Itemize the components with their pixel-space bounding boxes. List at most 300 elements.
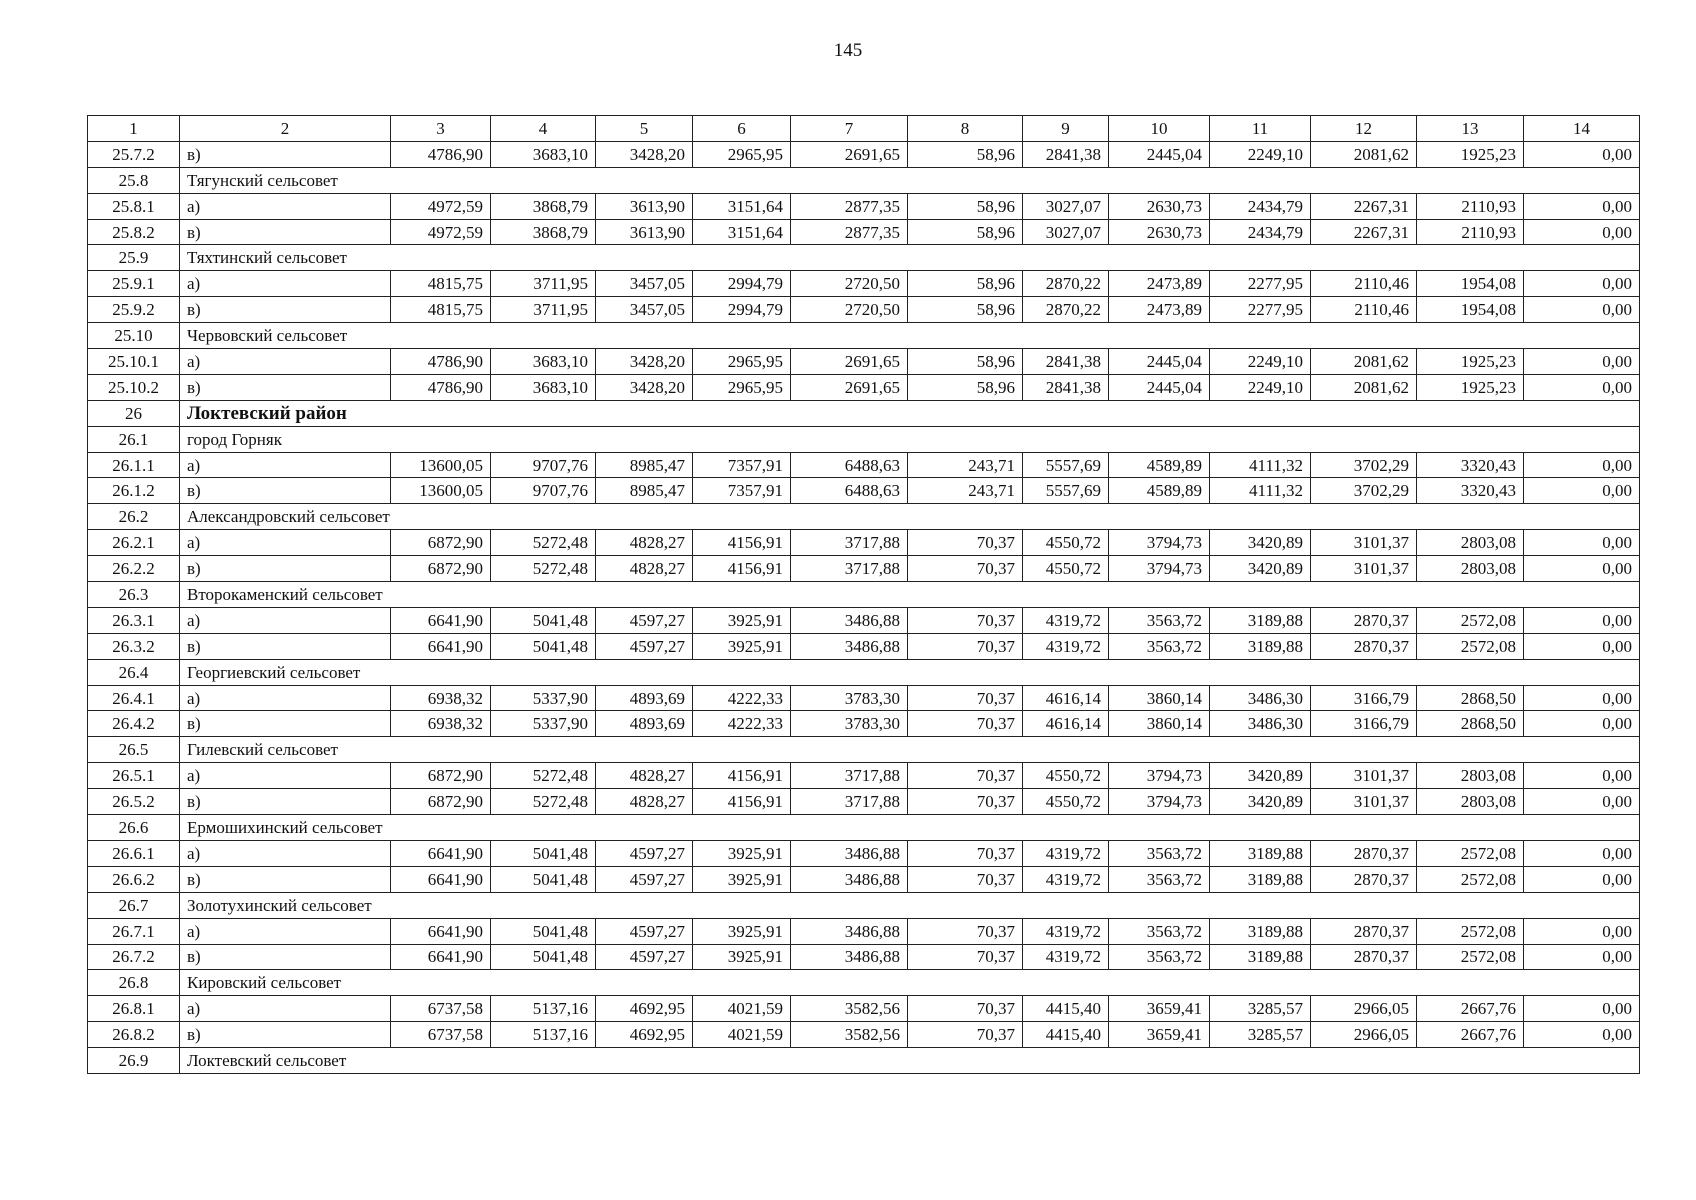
cell-value: 2994,79 [693,297,791,323]
row-code: 26.5 [88,737,180,763]
cell-value: 3563,72 [1109,944,1210,970]
table-row [88,141,1640,167]
cell-value: 0,00 [1524,866,1640,892]
cell-value: 3189,88 [1210,918,1311,944]
row-code: 26.8.2 [88,1022,180,1048]
table-row [88,789,1640,815]
cell-value: 3711,95 [491,297,596,323]
cell-value: 2630,73 [1109,219,1210,245]
row-code: 25.10 [88,323,180,349]
section-row [88,659,1640,685]
cell-value: 4589,89 [1109,452,1210,478]
row-code: 25.8.2 [88,219,180,245]
cell-value: 3420,89 [1210,789,1311,815]
cell-value: 0,00 [1524,1022,1640,1048]
cell-value: 5272,48 [491,763,596,789]
table-row [88,452,1640,478]
cell-value: 3925,91 [693,607,791,633]
cell-value: 4550,72 [1023,530,1109,556]
table-row [88,685,1640,711]
table-row [88,219,1640,245]
cell-value: 5272,48 [491,556,596,582]
column-header: 13 [1417,116,1524,142]
row-code: 25.10.2 [88,374,180,400]
table-row [88,271,1640,297]
cell-value: 5137,16 [491,996,596,1022]
cell-value: 2691,65 [791,349,908,375]
row-code: 26.2.2 [88,556,180,582]
cell-value: 58,96 [908,349,1023,375]
cell-value: 2965,95 [693,141,791,167]
cell-value: 3420,89 [1210,530,1311,556]
cell-value: 4972,59 [391,219,491,245]
section-row [88,970,1640,996]
cell-value: 2473,89 [1109,271,1210,297]
cell-value: 2870,22 [1023,297,1109,323]
cell-value: 2841,38 [1023,141,1109,167]
cell-value: 2870,22 [1023,271,1109,297]
cell-value: 3420,89 [1210,556,1311,582]
column-header: 1 [88,116,180,142]
cell-value: 3563,72 [1109,866,1210,892]
cell-value: 3794,73 [1109,556,1210,582]
cell-value: 2691,65 [791,141,908,167]
cell-value: 2445,04 [1109,141,1210,167]
cell-value: 3563,72 [1109,607,1210,633]
cell-value: 4893,69 [596,711,693,737]
row-label: в) [180,219,391,245]
cell-value: 4156,91 [693,763,791,789]
row-code: 26.8 [88,970,180,996]
row-code: 26.1.1 [88,452,180,478]
cell-value: 2870,37 [1311,607,1417,633]
cell-value: 2720,50 [791,271,908,297]
cell-value: 1925,23 [1417,374,1524,400]
cell-value: 2572,08 [1417,866,1524,892]
tariff-table [87,115,1640,1074]
cell-value: 4415,40 [1023,996,1109,1022]
cell-value: 6641,90 [391,840,491,866]
cell-value: 58,96 [908,374,1023,400]
row-code: 26 [88,400,180,426]
cell-value: 6737,58 [391,996,491,1022]
row-label: в) [180,141,391,167]
cell-value: 3428,20 [596,141,693,167]
cell-value: 2803,08 [1417,789,1524,815]
cell-value: 4415,40 [1023,1022,1109,1048]
cell-value: 2994,79 [693,271,791,297]
cell-value: 5041,48 [491,866,596,892]
cell-value: 2870,37 [1311,866,1417,892]
cell-value: 4156,91 [693,556,791,582]
cell-value: 70,37 [908,530,1023,556]
cell-value: 4828,27 [596,556,693,582]
cell-value: 3702,29 [1311,452,1417,478]
cell-value: 4893,69 [596,685,693,711]
cell-value: 4319,72 [1023,944,1109,970]
section-row [88,815,1640,841]
row-label: в) [180,556,391,582]
cell-value: 3320,43 [1417,478,1524,504]
column-header: 14 [1524,116,1640,142]
cell-value: 70,37 [908,840,1023,866]
row-code: 26.3.1 [88,607,180,633]
cell-value: 4589,89 [1109,478,1210,504]
row-code: 26.2 [88,504,180,530]
cell-value: 3027,07 [1023,219,1109,245]
row-label: а) [180,996,391,1022]
page-number: 145 [833,40,863,61]
cell-value: 4111,32 [1210,478,1311,504]
cell-value: 70,37 [908,556,1023,582]
cell-value: 6641,90 [391,866,491,892]
cell-value: 2572,08 [1417,607,1524,633]
cell-value: 0,00 [1524,685,1640,711]
cell-value: 0,00 [1524,193,1640,219]
cell-value: 2966,05 [1311,996,1417,1022]
cell-value: 6641,90 [391,633,491,659]
cell-value: 4222,33 [693,685,791,711]
cell-value: 2803,08 [1417,763,1524,789]
row-code: 25.10.1 [88,349,180,375]
cell-value: 13600,05 [391,478,491,504]
row-label: в) [180,478,391,504]
row-code: 26.7.2 [88,944,180,970]
cell-value: 2803,08 [1417,556,1524,582]
cell-value: 0,00 [1524,633,1640,659]
cell-value: 2081,62 [1311,141,1417,167]
row-label: а) [180,607,391,633]
row-label: в) [180,297,391,323]
cell-value: 4597,27 [596,607,693,633]
cell-value: 4319,72 [1023,918,1109,944]
row-code: 25.8.1 [88,193,180,219]
cell-value: 2720,50 [791,297,908,323]
row-label: а) [180,530,391,556]
cell-value: 3783,30 [791,685,908,711]
column-header: 6 [693,116,791,142]
cell-value: 4616,14 [1023,685,1109,711]
row-label: а) [180,271,391,297]
cell-value: 2110,93 [1417,219,1524,245]
row-code: 26.2.1 [88,530,180,556]
cell-value: 70,37 [908,866,1023,892]
cell-value: 4319,72 [1023,607,1109,633]
cell-value: 5041,48 [491,607,596,633]
district-title: Локтевский район [180,400,1640,426]
section-row [88,504,1640,530]
cell-value: 70,37 [908,711,1023,737]
cell-value: 2870,37 [1311,918,1417,944]
cell-value: 3486,88 [791,944,908,970]
cell-value: 1954,08 [1417,297,1524,323]
table-row [88,349,1640,375]
table-row [88,1022,1640,1048]
section-row [88,323,1640,349]
header-row [88,116,1640,142]
cell-value: 1954,08 [1417,271,1524,297]
table-row [88,193,1640,219]
cell-value: 2877,35 [791,193,908,219]
cell-value: 6872,90 [391,789,491,815]
cell-value: 243,71 [908,478,1023,504]
cell-value: 4021,59 [693,996,791,1022]
row-code: 26.8.1 [88,996,180,1022]
table-row [88,918,1640,944]
cell-value: 2110,46 [1311,297,1417,323]
cell-value: 4972,59 [391,193,491,219]
cell-value: 3189,88 [1210,840,1311,866]
cell-value: 2473,89 [1109,297,1210,323]
cell-value: 4692,95 [596,1022,693,1048]
cell-value: 4021,59 [693,1022,791,1048]
cell-value: 6872,90 [391,556,491,582]
cell-value: 2110,46 [1311,271,1417,297]
cell-value: 0,00 [1524,763,1640,789]
cell-value: 2841,38 [1023,349,1109,375]
row-label: а) [180,840,391,866]
cell-value: 6938,32 [391,711,491,737]
cell-value: 0,00 [1524,141,1640,167]
cell-value: 4222,33 [693,711,791,737]
cell-value: 0,00 [1524,530,1640,556]
cell-value: 3151,64 [693,193,791,219]
cell-value: 3457,05 [596,297,693,323]
cell-value: 58,96 [908,141,1023,167]
cell-value: 3166,79 [1311,685,1417,711]
cell-value: 6737,58 [391,1022,491,1048]
cell-value: 2572,08 [1417,918,1524,944]
cell-value: 4786,90 [391,349,491,375]
row-label: в) [180,374,391,400]
cell-value: 4550,72 [1023,556,1109,582]
cell-value: 2081,62 [1311,374,1417,400]
cell-value: 3457,05 [596,271,693,297]
cell-value: 3702,29 [1311,478,1417,504]
table-row [88,374,1640,400]
cell-value: 4786,90 [391,141,491,167]
cell-value: 4692,95 [596,996,693,1022]
cell-value: 3582,56 [791,996,908,1022]
cell-value: 70,37 [908,607,1023,633]
cell-value: 3428,20 [596,374,693,400]
cell-value: 3101,37 [1311,789,1417,815]
cell-value: 2267,31 [1311,219,1417,245]
cell-value: 0,00 [1524,271,1640,297]
cell-value: 70,37 [908,633,1023,659]
section-title: Александровский сельсовет [180,504,1640,530]
cell-value: 3486,88 [791,918,908,944]
cell-value: 3563,72 [1109,840,1210,866]
cell-value: 2572,08 [1417,633,1524,659]
cell-value: 4828,27 [596,763,693,789]
cell-value: 70,37 [908,1022,1023,1048]
cell-value: 6872,90 [391,763,491,789]
cell-value: 5272,48 [491,789,596,815]
cell-value: 58,96 [908,271,1023,297]
row-code: 26.1.2 [88,478,180,504]
cell-value: 243,71 [908,452,1023,478]
cell-value: 0,00 [1524,918,1640,944]
cell-value: 3683,10 [491,141,596,167]
cell-value: 5137,16 [491,1022,596,1048]
table-row [88,840,1640,866]
cell-value: 3868,79 [491,193,596,219]
cell-value: 3285,57 [1210,1022,1311,1048]
table-row [88,633,1640,659]
cell-value: 70,37 [908,944,1023,970]
cell-value: 5041,48 [491,918,596,944]
row-code: 26.5.1 [88,763,180,789]
table-row [88,763,1640,789]
cell-value: 4597,27 [596,866,693,892]
cell-value: 2434,79 [1210,193,1311,219]
cell-value: 3563,72 [1109,918,1210,944]
cell-value: 6641,90 [391,944,491,970]
cell-value: 2877,35 [791,219,908,245]
row-label: а) [180,452,391,478]
row-code: 25.9.1 [88,271,180,297]
cell-value: 2667,76 [1417,1022,1524,1048]
cell-value: 3189,88 [1210,607,1311,633]
cell-value: 2870,37 [1311,633,1417,659]
cell-value: 3101,37 [1311,556,1417,582]
column-header: 10 [1109,116,1210,142]
table-row [88,530,1640,556]
cell-value: 4828,27 [596,530,693,556]
column-header: 2 [180,116,391,142]
cell-value: 3925,91 [693,633,791,659]
cell-value: 2868,50 [1417,711,1524,737]
cell-value: 0,00 [1524,478,1640,504]
cell-value: 70,37 [908,918,1023,944]
cell-value: 2870,37 [1311,840,1417,866]
cell-value: 4597,27 [596,918,693,944]
cell-value: 7357,91 [693,478,791,504]
cell-value: 6641,90 [391,607,491,633]
row-code: 26.6.1 [88,840,180,866]
cell-value: 9707,76 [491,478,596,504]
table-row [88,556,1640,582]
cell-value: 3717,88 [791,556,908,582]
section-row [88,1048,1640,1074]
row-label: в) [180,944,391,970]
section-title: Локтевский сельсовет [180,1048,1640,1074]
cell-value: 3166,79 [1311,711,1417,737]
cell-value: 70,37 [908,685,1023,711]
row-code: 26.3 [88,582,180,608]
cell-value: 4815,75 [391,297,491,323]
section-title: Ермошихинский сельсовет [180,815,1640,841]
cell-value: 1925,23 [1417,349,1524,375]
cell-value: 4616,14 [1023,711,1109,737]
cell-value: 3925,91 [693,840,791,866]
row-label: в) [180,866,391,892]
section-title: Второкаменский сельсовет [180,582,1640,608]
cell-value: 4319,72 [1023,866,1109,892]
cell-value: 4319,72 [1023,633,1109,659]
cell-value: 3428,20 [596,349,693,375]
cell-value: 0,00 [1524,944,1640,970]
cell-value: 2572,08 [1417,944,1524,970]
cell-value: 2277,95 [1210,297,1311,323]
cell-value: 6872,90 [391,530,491,556]
section-title: Червовский сельсовет [180,323,1640,349]
cell-value: 9707,76 [491,452,596,478]
cell-value: 2965,95 [693,374,791,400]
cell-value: 5557,69 [1023,478,1109,504]
cell-value: 6488,63 [791,452,908,478]
cell-value: 2965,95 [693,349,791,375]
cell-value: 3320,43 [1417,452,1524,478]
row-code: 26.4.1 [88,685,180,711]
cell-value: 2667,76 [1417,996,1524,1022]
column-header: 11 [1210,116,1311,142]
cell-value: 4786,90 [391,374,491,400]
cell-value: 70,37 [908,996,1023,1022]
cell-value: 0,00 [1524,996,1640,1022]
cell-value: 4828,27 [596,789,693,815]
cell-value: 70,37 [908,789,1023,815]
cell-value: 3925,91 [693,944,791,970]
cell-value: 3101,37 [1311,530,1417,556]
cell-value: 3659,41 [1109,996,1210,1022]
cell-value: 2249,10 [1210,374,1311,400]
cell-value: 2966,05 [1311,1022,1417,1048]
section-row [88,167,1640,193]
cell-value: 2434,79 [1210,219,1311,245]
table-row [88,996,1640,1022]
cell-value: 5557,69 [1023,452,1109,478]
cell-value: 3486,30 [1210,711,1311,737]
cell-value: 3189,88 [1210,866,1311,892]
cell-value: 1925,23 [1417,141,1524,167]
cell-value: 6938,32 [391,685,491,711]
cell-value: 2803,08 [1417,530,1524,556]
cell-value: 5337,90 [491,711,596,737]
row-label: в) [180,789,391,815]
cell-value: 2691,65 [791,374,908,400]
cell-value: 2081,62 [1311,349,1417,375]
cell-value: 3868,79 [491,219,596,245]
cell-value: 5272,48 [491,530,596,556]
cell-value: 2445,04 [1109,374,1210,400]
row-code: 26.4.2 [88,711,180,737]
row-code: 26.9 [88,1048,180,1074]
cell-value: 3925,91 [693,918,791,944]
cell-value: 2267,31 [1311,193,1417,219]
cell-value: 8985,47 [596,452,693,478]
cell-value: 0,00 [1524,297,1640,323]
cell-value: 2249,10 [1210,141,1311,167]
cell-value: 3717,88 [791,530,908,556]
table-row [88,478,1640,504]
cell-value: 0,00 [1524,349,1640,375]
section-title: Тяхтинский сельсовет [180,245,1640,271]
cell-value: 2868,50 [1417,685,1524,711]
cell-value: 3659,41 [1109,1022,1210,1048]
row-label: в) [180,711,391,737]
cell-value: 0,00 [1524,711,1640,737]
cell-value: 4156,91 [693,530,791,556]
cell-value: 3860,14 [1109,711,1210,737]
cell-value: 5041,48 [491,944,596,970]
cell-value: 3925,91 [693,866,791,892]
cell-value: 5337,90 [491,685,596,711]
cell-value: 3486,88 [791,840,908,866]
cell-value: 13600,05 [391,452,491,478]
column-header: 4 [491,116,596,142]
